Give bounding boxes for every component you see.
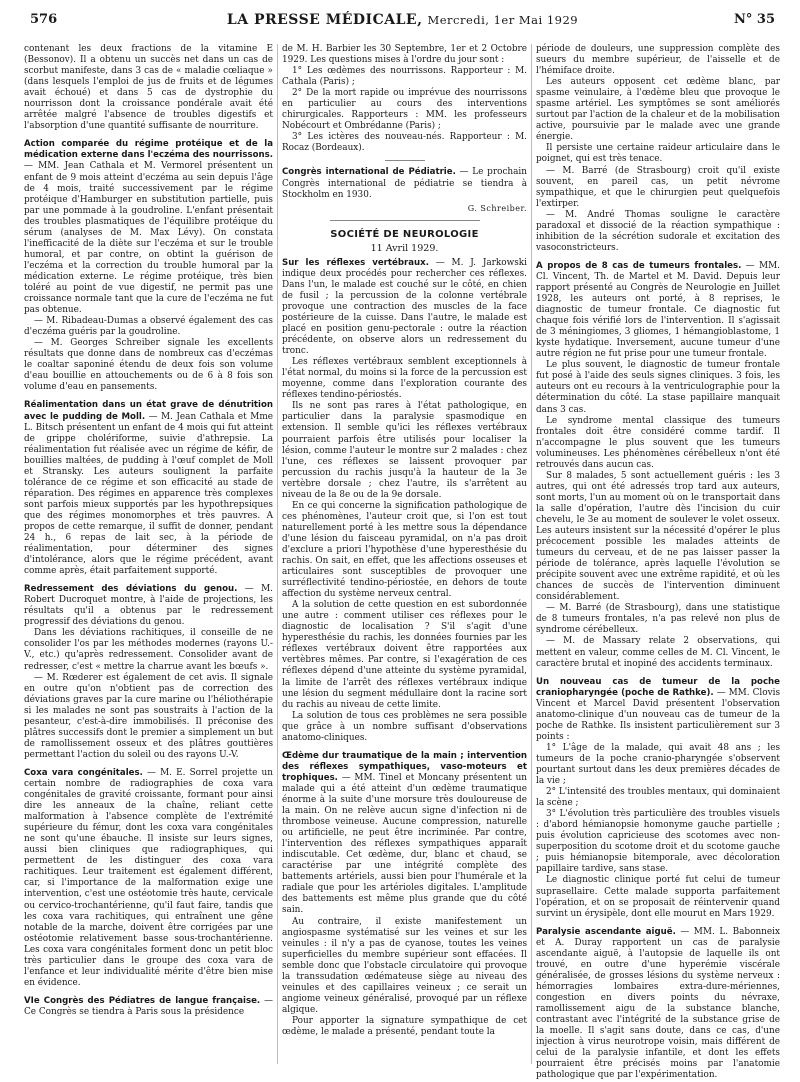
article-paragraph: Coxa vara congénitales. — M. E. Sorrel projette un certain nombre de radiographies de coxa vara congénitales de gravité croissante, formant pour ainsi dire les anneaux de la chaîne, reliant cette malformation à l'absence complète de l'extrémité supérieure du fémur, dont les coxa vara congénitales ne sont qu'une ébauche. Il insiste sur leurs signes, aussi bien cliniques que radiographiques, qui permettent de les distinguer des coxa vara rachitiques. Leur traitement est également différent, car, si l'importance de la malformation exige une intervention, c'est une ostéotomie très haute, cervicale ou cervico-trochantérienne, qu'il faut faire, tandis que les coxa vara rachitiques, qui entraînent une gêne notable de la marche, doivent être corrigées par une ostéotomie relativement basse sous-trochantérienne. Les coxa vara congénitales forment donc un petit bloc très particulier dans le groupe des coxa vara de l'enfance et leur individualité mérite d'être bien mise en évidence.: [24, 767, 273, 988]
article-heading: Un nouveau cas de tumeur de la poche craniopharyngée (poche de Rathke).: [536, 676, 780, 698]
article-paragraph: Paralysie ascendante aiguë. — MM. L. Babonneix et A. Duray rapportent un cas de paralysie ascendante aiguë, à l'autopsie de laquelle ils ont trouvé, en outre d'une hyperémie viscérale généralisée, de grosses lésions du système nerveux : hémorragies lombaires extra-dure-mériennes, congestion en divers points du névraxe, ramollissement aigu de la substance blanche, contrastant avec l'intégrité de la substance grise de la moelle. Il s'agit sans doute, dans ce cas, d'une injection à virus neurotrope voisin, mais différent de celui de la paralysie infantile, et dont les effets pourraient être précisés moins par l'anatomie pathologique que par l'expérimentation.: [536, 926, 780, 1081]
paragraph: — M. Barré (de Strasbourg) croit qu'il existe souvent, en pareil cas, un petit névrome sympathique, et que le chirurgien peut quelquefois l'extirper.: [536, 165, 780, 209]
article-paragraph: Sur les réflexes vertébraux. — M. J. Jarkowski indique deux procédés pour rechercher ces réflexes. Dans l'un, le malade est couché sur le côté, en chien de fusil ; la percussion de la colonne vertébrale provoque une contraction des muscles de la face postérieure de la cuisse. Dans l'autre, le malade est placé en position genu-pectorale : outre la réaction précédente, on observe alors un redressement du tronc.: [282, 257, 528, 357]
paragraph: — M. Ribadeau-Dumas a observé également des cas d'eczéma guéris par la goudroline.: [24, 316, 273, 338]
article-heading: Congrès international de Pédiatrie.: [282, 167, 456, 178]
section-heading: SOCIÉTÉ DE NEUROLOGIE: [330, 228, 479, 240]
divider: [330, 220, 480, 221]
paragraph: Le syndrome mental classique des tumeurs frontales doit être considéré comme tardif. Il n'accompagne le plus souvent que les tumeurs volumineuses. Les phénomènes cérébelleux n'ont été retrouvés dans aucun cas.: [536, 415, 780, 470]
paragraph: En ce qui concerne la signification pathologique de ces phénomènes, l'auteur croit que, si l'on est tout naturellement porté à les mettre sous la dépendance d'une lésion du faisceau pyramidal, on n'a pas droit d'exclure a priori l'hypothèse d'une hyperesthésie du rachis. On sait, en effet, que les affections osseuses et articulaires sont susceptibles de provoquer une surréflectivité tendino-périostée, en dehors de toute affection du système nerveux central.: [282, 500, 527, 600]
column-3: [536, 44, 781, 1081]
paragraph: La solution de tous ces problèmes ne sera possible que grâce à un nombre suffisant d'observations anatomo-cliniques.: [282, 710, 527, 743]
divider: [385, 160, 425, 161]
paragraph: 3° L'évolution très particulière des troubles visuels : d'abord hémianopsie homonyme gauche partielle ; puis évolution capricieuse des scotomes avec non-superposition du scotome droit et du scotome gauche ; puis hémianopsie bitemporale, avec décoloration papillaire tardive, sans stase.: [536, 809, 780, 875]
paragraph: 1° L'âge de la malade, qui avait 48 ans ; les tumeurs de la poche cranio-pharyngée s'observent pourtant surtout dans les deux premières décades de la vie ;: [536, 742, 780, 787]
article-heading: VIe Congrès des Pédiatres de langue française.: [24, 995, 261, 1006]
paragraph: — M. Rœderer est également de cet avis. Il signale en outre qu'on n'obtient pas de correction des déviations graves par la cure marine ou l'héliothérapie si les malades ne sont pas soustraits à l'action de la pesanteur, c'est-à-dire immobilisés. Il préconise des plâtres successifs dont le premier a simplement un but de ramollissement osseux et des plâtres gouttières permettant l'action du soleil ou des rayons U.-V.: [24, 672, 273, 760]
paragraph: — M. Georges Schreiber signale les excellents résultats que donne dans de nombreux cas d'eczémas le coaltar saponiné étendu de deux fois son volume d'eau bouillie en attouchements ou de 6 à 8 fois son volume d'eau en pansements.: [24, 338, 273, 393]
article-paragraph: Congrès international de Pédiatrie. — Le prochain Congrès international de pédiatrie se tiendra à Stockholm en 1930.: [282, 167, 527, 200]
article-heading: Redressement des déviations du genou.: [24, 584, 238, 595]
article-heading: Coxa vara congénitales.: [24, 767, 143, 778]
issue-number: N° 35: [734, 12, 775, 27]
article-heading: A propos de 8 cas de tumeurs frontales.: [536, 260, 742, 271]
article-paragraph: Action comparée du régime protéique et de la médication externe dans l'eczéma des nourrissons. — MM. Jean Cathala et M. Vermorel présentent un enfant de 9 mois atteint d'eczéma au sein depuis l'âge de 4 mois, traité successivement par le régime protéique d'Hamburger en substitution partielle, puis par une pommade à la goudroline. L'enfant présentait des troubles plasmatiques de l'équilibre protéique du sérum (analyses de M. Max Lévy). On constata l'inefficacité de la diète sur l'eczéma et sur le trouble humoral, et par contre, on obtint la guérison de l'eczéma et la correction du trouble humoral par la médication externe. Le régime protéique, très bien toléré au point de vue digestif, ne permit pas une croissance normale tant que la cure de l'eczéma ne fut pas obtenue.: [24, 139, 273, 316]
column-rule: [531, 44, 532, 1064]
paragraph: Le plus souvent, le diagnostic de tumeur frontale fut posé à l'aide des seuls signes cliniques. 3 fois, les auteurs ont eu recours à la ventriculographie pour la détermination du côté. La stase papillaire manquait dans 3 cas.: [536, 360, 780, 415]
paragraph: Il persiste une certaine raideur articulaire dans le poignet, qui est très tenace.: [536, 143, 780, 165]
paragraph: Sur 8 malades, 5 sont actuellement guéris : les 3 autres, qui ont été adressés trop tard aux auteurs, sont morts, l'un au moment où on le transportait dans la salle d'opération, l'autre dès l'incision du cuir chevelu, le 3e au moment de soulever le volet osseux. Les auteurs insistent sur la nécessité d'opérer le plus précocement possible les malades atteints de tumeurs du cerveau, et de ne pas laisser passer la période de tolérance, après laquelle l'évolution se précipite souvent avec une extrême rapidité, et où les chances de succès de l'intervention diminuent considérablement.: [536, 470, 780, 603]
article-heading: Réalimentation dans un état grave de dénutrition avec le pudding de Moll.: [24, 400, 273, 422]
paragraph: période de douleurs, une suppression complète des sueurs du membre supérieur, de l'aisselle et de l'hémiface droite.: [536, 44, 780, 77]
article-heading: Sur les réflexes vertébraux.: [282, 257, 429, 268]
article-paragraph: A propos de 8 cas de tumeurs frontales. — MM. Cl. Vincent, Th. de Martel et M. David. Depuis leur rapport présenté au Congrès de Neurologie en Juillet 1928, les auteurs ont porté, à 8 reprises, le diagnostic de tumeur frontale. Ce diagnostic fut chaque fois vérifié lors de l'intervention. Il s'agissait de 3 méningiomes, 3 gliomes, 1 hémangioblastome, 1 kyste hydatique. Inversement, aucune tumeur d'une autre région ne fut prise pour une tumeur frontale.: [536, 260, 780, 360]
paragraph: Au contraire, il existe manifestement un angiospasme systématisé sur les veines et sur les veinules : il n'y a pas de cyanose, toutes les veines superficielles du membre supérieur sont effacées. Il semble donc que l'obstacle circulatoire qui provoque la transsudation œdémateuse siège au niveau des veinules et des capillaires veineux ; ce serait un angiome veineux généralisé, provoqué par un réflexe algique.: [282, 916, 527, 1015]
paragraph: Dans les déviations rachitiques, il conseille de ne consolider l'os par les méthodes modernes (rayons U.-V., etc.) qu'après redressement. Consolider avant de redresser, c'est « mettre la charrue avant les bœufs ».: [24, 628, 273, 672]
paragraph: A la solution de cette question en est subordonnée une autre : comment utiliser ces réflexes pour le diagnostic de localisation ? S'il s'agit d'une hyperesthésie du rachis, les données fournies par les réflexes vertébraux doivent être rapportées aux vertèbres mêmes. Par contre, si l'exagération de ces réflexes dépend d'une atteinte du système pyramidal, la limite de l'arrêt des réflexes vertébraux indique une lésion du segment médullaire dont la racine sort du rachis au niveau de cette limite.: [282, 600, 527, 710]
section-date: 11 Avril 1929.: [370, 242, 439, 254]
paragraph: Pour apporter la signature sympathique de cet œdème, le malade a présenté, pendant toute la: [282, 1015, 527, 1037]
paragraph: — M. de Massary relate 2 observations, qui mettent en valeur, comme celles de M. Cl. Vincent, le caractère brutal et inopiné des accidents terminaux.: [536, 636, 780, 669]
article-paragraph: Œdème dur traumatique de la main ; intervention des réflexes sympathiques, vaso-moteurs et trophiques. — MM. Tinel et Moncany présentent un malade qui a été atteint d'un œdème traumatique énorme à la suite d'une morsure très douloureuse de la main. On ne relève aucun signe d'infection ni de thrombose veineuse. Aucune compression, naturelle ou artificielle, ne peut être incriminée. Par contre, l'intervention des réflexes sympathiques apparaît indiscutable. Cet œdème, dur, blanc et chaud, se caractérise par une intégrité complète des battements artériels, aussi bien pour l'humérale et la radiale que pour les artérioles digitales. L'amplitude des battements est même plus grande que du côté sain.: [282, 750, 527, 916]
article-paragraph: Redressement des déviations du genou. — M. Robert Ducroquet montre, à l'aide de projections, les résultats qu'il a obtenus par le redressement progressif des déviations du genou.: [24, 584, 273, 628]
paragraph: 2° L'intensité des troubles mentaux, qui dominaient la scène ;: [536, 787, 781, 809]
paragraph: Ils ne sont pas rares à l'état pathologique, en particulier dans la paralysie spasmodique en extension. Il semble qu'ici les réflexes vertébraux pourraient parfois être utilisés pour localiser la lésion, comme l'auteur le montre sur 2 malades : chez l'une, ces réflexes se laissent provoquer par percussion du rachis jusqu'à la hauteur de la 3e vertèbre dorsale ; chez l'autre, ils s'arrêtent au niveau de la 8e ou de la 9e dorsale.: [282, 401, 527, 500]
signature: G. Schreiber.: [467, 203, 527, 213]
column-rule: [277, 44, 278, 1064]
page-header: [30, 12, 775, 34]
article-heading: Action comparée du régime protéique et de la médication externe dans l'eczéma des nourrissons.: [24, 139, 273, 161]
issue-date: Mercredi, 1er Mai 1929: [427, 13, 579, 27]
paragraph: — M. Barré (de Strasbourg), dans une statistique de 8 tumeurs frontales, n'a pas relevé non plus de syndrome cérébelleux.: [536, 603, 780, 636]
paragraph: 3° Les ictères des nouveau-nés. Rapporteur : M. Rocaz (Bordeaux).: [282, 132, 527, 154]
paragraph: — M. André Thomas souligne le caractère paradoxal et dissocié de la réaction sympathique : inhibition de la sécrétion sudorale et excitation des vasoconstricteurs.: [536, 209, 780, 253]
paragraph: de M. H. Barbier les 30 Septembre, 1er et 2 Octobre 1929. Les questions mises à l'ordre du jour sont :: [282, 44, 527, 66]
article-heading: Paralysie ascendante aiguë.: [536, 926, 676, 937]
paragraph: Le diagnostic clinique porté fut celui de tumeur suprasellaire. Cette malade supporta parfaitement l'opération, et on se proposait de réintervenir quand survint un érysipèle, dont elle mourut en Mars 1929.: [536, 875, 780, 919]
column-2: [282, 44, 527, 1074]
paragraph: 2° De la mort rapide ou imprévue des nourrissons en particulier au cours des interventions chirurgicales. Rapporteurs : MM. les professeurs Nobécourt et Ombrédanne (Paris) ;: [282, 88, 527, 132]
article-paragraph: Réalimentation dans un état grave de dénutrition avec le pudding de Moll. — M. Jean Cathala et Mme L. Bitsch présentent un enfant de 4 mois qui fut atteint de grippe cholériforme, suivie d'athrepsie. La réalimentation fut réalisée avec un régime de kéfir, de bouillies maltées, de pudding à l'œuf complet de Moll et Stransky. Les auteurs soulignent la parfaite tolérance de ce régime et son efficacité au stade de réparation. Des régimes en apparence très complexes sont parfois mieux supportés par les hypothrepsiques que des régimes monomorphes et très pauvres. A propos de cette remarque, il suffit de donner, pendant 24 h., 6 repas de lait sec, à la période de réalimentation, pour déterminer des signes d'intolérance, alors que le régime précédent, avant comme après, était parfaitement supporté.: [24, 400, 273, 577]
paragraph: 1° Les œdèmes des nourrissons. Rapporteur : M. Cathala (Paris) ;: [282, 66, 527, 88]
paragraph: contenant les deux fractions de la vitamine E (Bessonov). Il a obtenu un succès net dans un cas de scorbut manifeste, dans 3 cas de « maladie cœliaque » (dans lesquels l'emploi de jus de fruits et de légumes avait échoué) et dans 5 cas de dystrophie du nourrisson dont la croissance pondérale avait été arrêtée malgré l'absence de troubles digestifs et l'absorption d'une quantité suffisante de nourriture.: [24, 44, 273, 132]
paragraph: Les auteurs opposent cet œdème blanc, par spasme veinulaire, à l'œdème bleu que provoque le spasme artériel. Les symptômes se sont améliorés surtout par l'action de la chaleur et de la mobilisation active, poursuivie par le malade avec une grande énergie.: [536, 77, 780, 143]
publication-name: LA PRESSE MÉDICALE,: [226, 12, 423, 28]
article-heading: Œdème dur traumatique de la main ; intervention des réflexes sympathiques, vaso-moteurs et trophiques.: [282, 750, 527, 783]
column-1: [24, 44, 273, 1074]
paragraph: Les réflexes vertébraux semblent exceptionnels à l'état normal, du moins si la force de la percussion est moyenne, comme dans l'exploration courante des réflexes tendino-périostés.: [282, 357, 527, 401]
page-number: 576: [30, 12, 58, 27]
running-title: [30, 12, 775, 28]
article-paragraph: VIe Congrès des Pédiatres de langue française. — Ce Congrès se tiendra à Paris sous la présidence: [24, 995, 273, 1017]
article-paragraph: Un nouveau cas de tumeur de la poche craniopharyngée (poche de Rathke). — MM. Clovis Vincent et Marcel David présentent l'observation anatomo-clinique d'un nouveau cas de tumeur de la poche de Rathke. Ils insistent particulièrement sur 3 points :: [536, 676, 780, 742]
